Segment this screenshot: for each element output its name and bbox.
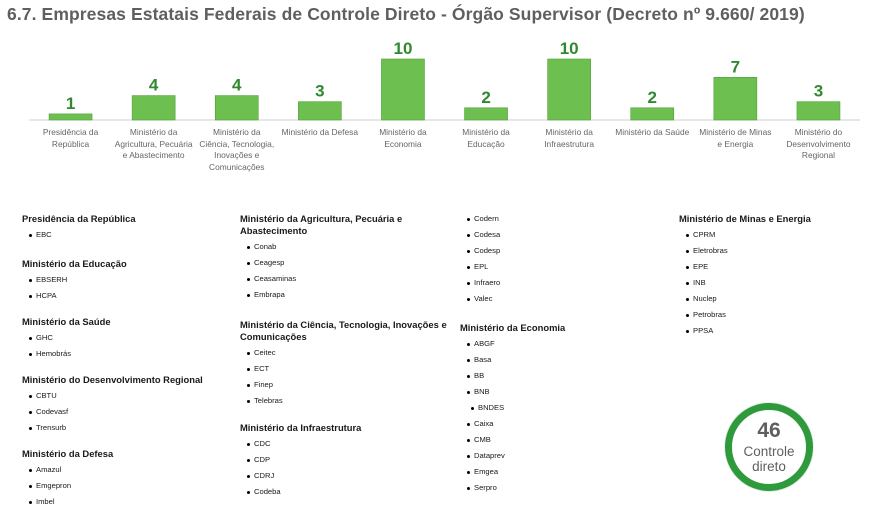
company-item: Codesa xyxy=(460,230,670,246)
total-label-line2: direto xyxy=(752,459,786,474)
company-item: EPL xyxy=(460,262,670,278)
company-item: INB xyxy=(679,278,880,294)
company-item: Amazul xyxy=(22,465,232,481)
group-title: Ministério da Economia xyxy=(460,322,566,333)
category-label-line: Ministério da xyxy=(213,127,261,137)
company-item: Codesp xyxy=(460,246,670,262)
category-label-line: Ministério da xyxy=(129,127,178,137)
total-number: 46 xyxy=(757,419,781,442)
category-label-line: Inovações e xyxy=(214,150,260,161)
category-label xyxy=(691,127,779,150)
company-item: HCPA xyxy=(22,291,232,307)
group-presidencia xyxy=(22,213,232,246)
company-item: Hemobrás xyxy=(22,349,232,365)
company-item: Serpro xyxy=(460,483,670,499)
group-infraestrutura-continued xyxy=(460,214,670,310)
category-label xyxy=(774,127,862,162)
company-item: BB xyxy=(460,371,670,387)
company-item: Codeba xyxy=(240,487,450,503)
group-title: Ministério de Minas e Energia xyxy=(679,213,811,224)
company-item: GHC xyxy=(22,333,232,349)
category-label-line: Ministério da Defesa xyxy=(281,127,359,137)
bar-value-label: 2 xyxy=(647,87,657,107)
group-infraestrutura xyxy=(240,422,450,503)
company-item: CMB xyxy=(460,435,670,451)
bar-chart xyxy=(0,30,880,200)
bar-value-label: 10 xyxy=(393,39,413,58)
category-label xyxy=(359,127,447,150)
category-label xyxy=(110,127,198,162)
company-item: CDP xyxy=(240,455,450,471)
group-saude xyxy=(22,316,232,365)
company-item: CBTU xyxy=(22,391,232,407)
group-title: Ministério da Educação xyxy=(22,258,127,269)
category-label-line: Desenvolvimento xyxy=(786,138,851,149)
category-label-line: Ministério de Minas xyxy=(699,127,772,137)
bar xyxy=(714,77,757,120)
company-item: Valec xyxy=(460,294,670,310)
group-defesa xyxy=(22,448,232,513)
group-ciencia-tecnologia xyxy=(240,319,450,412)
bar xyxy=(381,59,424,120)
bar xyxy=(548,59,591,120)
company-item: Embrapa xyxy=(240,290,425,306)
company-item: Ceagesp xyxy=(240,258,425,274)
group-educacao xyxy=(22,258,232,307)
bar-value-label: 7 xyxy=(730,57,741,77)
group-title: Presidência da República xyxy=(22,213,136,224)
category-label-line: República xyxy=(51,138,90,149)
category-label-line: Educação xyxy=(467,138,505,149)
company-item: Caixa xyxy=(460,419,670,435)
company-item: Codern xyxy=(460,214,670,230)
group-title: Ministério da Infraestrutura xyxy=(240,422,362,433)
company-item: ECT xyxy=(240,364,450,380)
group-economia xyxy=(460,322,670,499)
company-item: BNB xyxy=(460,387,670,403)
company-item: EBSERH xyxy=(22,275,232,291)
company-item: EBC xyxy=(22,230,232,246)
category-label xyxy=(276,127,364,139)
company-item: Emgea xyxy=(460,467,670,483)
bar-value-label: 10 xyxy=(559,39,579,58)
group-title: Ministério da Defesa xyxy=(22,448,114,459)
bar xyxy=(49,114,92,120)
category-label-line: Ministério da xyxy=(462,127,510,137)
company-item: CPRM xyxy=(679,230,880,246)
category-label-line: e Abastecimento xyxy=(122,150,185,161)
group-minas-energia xyxy=(679,213,880,342)
bar-value-label: 1 xyxy=(65,93,76,113)
bar xyxy=(132,96,175,120)
category-label-line: Ministério da Saúde xyxy=(615,127,690,137)
total-label xyxy=(732,444,806,474)
company-item: Dataprev xyxy=(460,451,670,467)
category-label-line: Ciência, Tecnologia, xyxy=(199,138,275,149)
company-item: CDC xyxy=(240,439,450,455)
company-item: Conab xyxy=(240,242,425,258)
category-label-line: Infraestrutura xyxy=(544,138,595,149)
company-item: Basa xyxy=(460,355,670,371)
category-label-line: Economia xyxy=(384,138,422,149)
category-label-line: Ministério da xyxy=(379,127,427,137)
bar xyxy=(215,96,258,120)
company-item: EPE xyxy=(679,262,880,278)
company-item: Infraero xyxy=(460,278,670,294)
category-label-line: Regional xyxy=(801,150,835,161)
group-title: Ministério da Ciência, Tecnologia, Inovações e Comunicações xyxy=(240,319,447,342)
company-item: Emgepron xyxy=(22,481,232,497)
company-item: Eletrobras xyxy=(679,246,880,262)
total-label-line1: Controle xyxy=(743,444,795,459)
category-label-line: Agricultura, Pecuária xyxy=(114,138,193,149)
bar xyxy=(298,102,341,120)
bar xyxy=(631,108,674,120)
bar-value-label: 3 xyxy=(813,81,824,101)
page-title: 6.7. Empresas Estatais Federais de Controle Direto - Órgão Supervisor (Decreto nº 9.660/ 2019) xyxy=(7,4,805,24)
company-item: Nuclep xyxy=(679,294,880,310)
category-label-line: Ministério do xyxy=(794,127,843,137)
category-label-line: Ministério da xyxy=(545,127,593,137)
category-label-line: Presidência da xyxy=(42,127,99,137)
category-label xyxy=(525,127,613,150)
company-item: BNDES xyxy=(460,403,670,419)
bar-value-label: 4 xyxy=(232,75,242,95)
company-item: Codevasf xyxy=(22,407,232,423)
total-badge xyxy=(725,403,813,491)
company-item: ABGF xyxy=(460,339,670,355)
bar xyxy=(465,108,508,120)
company-item: Petrobras xyxy=(679,310,880,326)
company-item: Imbel xyxy=(22,497,232,513)
group-title: Ministério do Desenvolvimento Regional xyxy=(22,374,203,385)
bar-value-label: 4 xyxy=(148,75,159,95)
company-item: CDRJ xyxy=(240,471,450,487)
category-label-line: Comunicações xyxy=(209,162,265,173)
bar-value-label: 2 xyxy=(481,87,491,107)
group-agricultura xyxy=(240,213,425,306)
company-item: Finep xyxy=(240,380,450,396)
category-label xyxy=(608,127,696,139)
company-item: Ceasaminas xyxy=(240,274,425,290)
category-label-line: e Energia xyxy=(717,138,754,149)
bar-value-label: 3 xyxy=(315,81,325,101)
category-label xyxy=(442,127,530,150)
group-title: Ministério da Saúde xyxy=(22,316,111,327)
group-desenvolvimento-regional xyxy=(22,374,232,439)
category-label xyxy=(193,127,281,174)
category-label xyxy=(27,127,115,150)
company-item: Ceitec xyxy=(240,348,450,364)
group-title: Ministério da Agricultura, Pecuária e Abastecimento xyxy=(240,213,403,236)
bar-chart-svg xyxy=(0,30,880,200)
company-item: PPSA xyxy=(679,326,880,342)
bar xyxy=(797,102,840,120)
company-item: Telebras xyxy=(240,396,450,412)
company-item: Trensurb xyxy=(22,423,232,439)
